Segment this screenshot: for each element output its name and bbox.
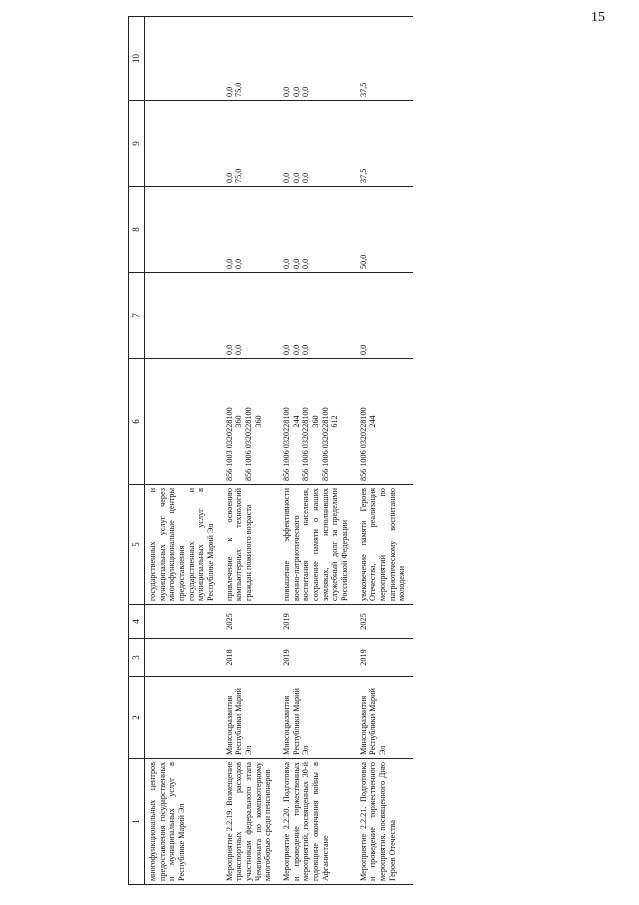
budget-code: 856 1006 0320228100: [320, 407, 330, 481]
column-header: 9: [129, 101, 145, 187]
result-cell: увековечение памяти Героев Отечества, реализация мероприятий по патриотическому воспитанию молодежи: [356, 485, 413, 605]
value-cell: [222, 273, 279, 359]
budget-code-cell: [222, 359, 279, 485]
table-row: [279, 17, 356, 885]
value: 0,0: [291, 344, 301, 355]
budget-code-cell: [145, 359, 222, 485]
value: 0,0: [301, 344, 311, 355]
table-row: [145, 17, 222, 885]
table-header-row: [129, 17, 145, 885]
page-number: 15: [591, 10, 605, 25]
column-header: 4: [129, 605, 145, 639]
executor-cell: [145, 677, 222, 759]
column-header: 6: [129, 359, 145, 485]
program-table: [128, 16, 413, 885]
start-year-cell: [145, 639, 222, 677]
value-cell: [356, 101, 413, 187]
value: 50,0: [358, 254, 368, 269]
event-name-cell: многофункциональных центров предоставления государственных и муниципальных услуг в Республике Марий Эл: [145, 759, 222, 885]
start-year-cell: 2019: [279, 639, 356, 677]
value: 0,0: [291, 172, 301, 183]
start-year-cell: 2018: [222, 639, 279, 677]
value: 75,0: [234, 168, 244, 183]
value: 0,0: [291, 258, 301, 269]
column-header: 3: [129, 639, 145, 677]
value: 0,0: [224, 258, 234, 269]
result-cell: повышение эффективности военно-патриотического воспитания населения, сохранение памяти о наших земляках, исполнивших служебный долг за пределами Российской Федерации: [279, 485, 356, 605]
value: 0,0: [224, 344, 234, 355]
value: 0,0: [301, 86, 311, 97]
budget-code-cell: [279, 359, 356, 485]
value-cell: [356, 187, 413, 273]
value: 0,0: [234, 258, 244, 269]
value-cell: [279, 17, 356, 101]
expense-type: 612: [330, 415, 340, 428]
value-cell: [279, 187, 356, 273]
expense-type: 360: [311, 415, 321, 428]
executor-cell: Минсоцразвития Республики Марий Эл: [222, 677, 279, 759]
result-cell: привлечение к освоению компьютерных технологий граждан пожилого возраста: [222, 485, 279, 605]
value-cell: [145, 187, 222, 273]
start-year-cell: 2019: [356, 639, 413, 677]
column-header: 5: [129, 485, 145, 605]
value: 0,0: [282, 344, 292, 355]
value: 37,5: [358, 168, 368, 183]
value-cell: [279, 101, 356, 187]
column-header: 1: [129, 759, 145, 885]
budget-code: 856 1006 0320228100: [301, 407, 311, 481]
value: 0,0: [282, 86, 292, 97]
executor-cell: Минсоцразвития Республики Марий Эл: [279, 677, 356, 759]
event-name-cell: Мероприятие 2.2.19. Возмещение транспортных расходов участникам федерального этапа Чемпионата по компьютерному многоборью среди пенсионеров: [222, 759, 279, 885]
end-year-cell: 2025: [222, 605, 279, 639]
column-header: 7: [129, 273, 145, 359]
value: 75,0: [234, 82, 244, 97]
end-year-cell: [145, 605, 222, 639]
column-header: 8: [129, 187, 145, 273]
result-cell: государственных и муниципальных услуг через многофункциональные центры предоставления государственных и муниципальных услуг в Республике Марий Эл: [145, 485, 222, 605]
expense-type: 360: [234, 415, 244, 428]
event-name-cell: Мероприятие 2.2.21. Подготовка и проведение торжественного мероприятия, посвященного Дню Героев Отечества: [356, 759, 413, 885]
value-cell: [356, 273, 413, 359]
value-cell: [356, 17, 413, 101]
value-cell: [145, 17, 222, 101]
event-name-cell: Мероприятие 2.2.20. Подготовка и проведение торжественных мероприятий, посвященных 30-й годовщине окончания войны в Афганистане: [279, 759, 356, 885]
budget-code-cell: [356, 359, 413, 485]
value: 0,0: [234, 344, 244, 355]
value: 0,0: [291, 86, 301, 97]
value-cell: [222, 101, 279, 187]
budget-code: 856 1003 0320228100: [224, 407, 234, 481]
budget-code: 856 1006 0320228100: [358, 407, 368, 481]
executor-cell: Минсоцразвития Республики Марий Эл: [356, 677, 413, 759]
value: 0,0: [358, 344, 368, 355]
budget-code: 856 1006 0320228100: [244, 407, 254, 481]
value: 0,0: [282, 258, 292, 269]
value: 0,0: [282, 172, 292, 183]
value-cell: [145, 273, 222, 359]
expense-type: 244: [291, 415, 301, 428]
value: 0,0: [224, 86, 234, 97]
budget-code: 856 1006 0320228100: [282, 407, 292, 481]
column-header: 2: [129, 677, 145, 759]
value: 0,0: [224, 172, 234, 183]
value: 0,0: [301, 172, 311, 183]
value-cell: [279, 273, 356, 359]
expense-type: 244: [368, 415, 378, 428]
value-cell: [222, 17, 279, 101]
column-header: 10: [129, 17, 145, 101]
table-row: [222, 17, 279, 885]
value-cell: [145, 101, 222, 187]
value: 37,5: [358, 82, 368, 97]
expense-type: 360: [253, 415, 263, 428]
value-cell: [222, 187, 279, 273]
value: 0,0: [301, 258, 311, 269]
end-year-cell: 2019: [279, 605, 356, 639]
end-year-cell: 2025: [356, 605, 413, 639]
table-row: [356, 17, 413, 885]
